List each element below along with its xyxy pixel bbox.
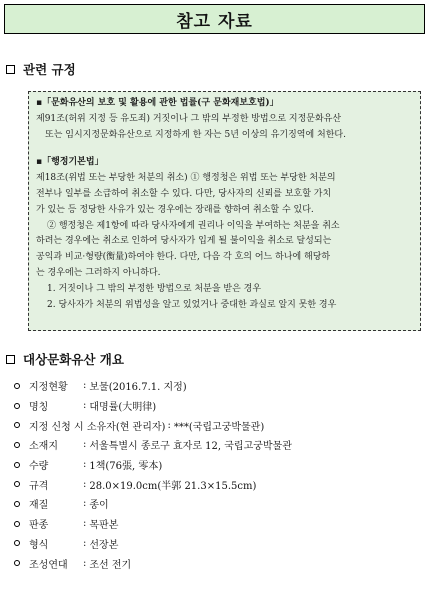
- checkbox-square-icon: [6, 65, 15, 74]
- item-label: 형식: [29, 539, 49, 551]
- list-item: 형식 : 선장본: [14, 534, 426, 554]
- law-line: 공익과 비교·형량(衡量)하여야 한다. 다만, 다음 각 호의 어느 하나에 해당하: [36, 252, 331, 263]
- law-line: 가 있는 등 정당한 사유가 있는 경우에는 장래를 향하여 취소할 수 있다.: [36, 204, 314, 215]
- law-title: ▪「문화유산의 보호 및 활용에 관한 법률(구 문화재보호법)」: [36, 98, 279, 108]
- hollow-circle-bullet-icon: [14, 462, 20, 468]
- hollow-circle-bullet-icon: [14, 442, 20, 448]
- hollow-circle-bullet-icon: [14, 521, 20, 527]
- item-value: 대명률(大明律): [89, 402, 157, 414]
- hollow-circle-bullet-icon: [14, 422, 20, 428]
- list-item: 재질 : 종이: [14, 494, 426, 514]
- hollow-circle-bullet-icon: [14, 383, 20, 389]
- section-related-rules: [6, 60, 76, 78]
- item-value: 보물(2016.7.1. 지정): [89, 382, 187, 394]
- item-value: ***(국립고궁박물관): [173, 421, 265, 433]
- list-item: 지정 신청 시 소유자(현 관리자) : ***(국립고궁박물관): [14, 415, 426, 435]
- list-item: 규격 : 28.0×19.0cm(半郭 21.3×15.5cm): [14, 474, 426, 494]
- hollow-circle-bullet-icon: [14, 403, 20, 409]
- item-label: 판종: [29, 520, 49, 532]
- hollow-circle-bullet-icon: [14, 540, 20, 546]
- item-value: 조선 전기: [89, 559, 132, 571]
- item-value: 서울특별시 종로구 효자로 12, 국립고궁박물관: [89, 441, 292, 453]
- law-line: 1. 거짓이나 그 밖의 부정한 방법으로 처분을 받은 경우: [47, 283, 262, 294]
- list-item: 지정현황 : 보물(2016.7.1. 지정): [14, 376, 426, 396]
- item-label: 지정 신청 시 소유자(현 관리자): [29, 421, 166, 433]
- item-label: 소재지: [29, 441, 58, 453]
- law-line: 제91조(허위 지정 등 유도죄) 거짓이나 그 밖의 부정한 방법으로 지정문화유산: [36, 113, 342, 124]
- list-item: 수량 : 1책(76張, 零本): [14, 455, 426, 475]
- law-line: 전부나 일부를 소급하여 취소할 수 있다. 다만, 당사자의 신뢰를 보호할 가치: [36, 188, 332, 199]
- item-label: 명칭: [29, 402, 49, 414]
- law-line: 하려는 경우에는 취소로 인하여 당사자가 입게 될 불이익을 취소로 달성되는: [36, 236, 332, 247]
- law-title: ▪「행정기본법」: [36, 157, 104, 168]
- list-item: 판종 : 목판본: [14, 514, 426, 534]
- hollow-circle-bullet-icon: [14, 560, 20, 566]
- law-excerpt-box: [28, 91, 421, 331]
- section-title: 관련 규정: [23, 62, 76, 77]
- item-value: 1책(76張, 零本): [89, 461, 163, 473]
- item-label: 지정현황: [29, 382, 68, 394]
- law-line: 제18조(위법 또는 부당한 처분의 취소) ① 행정청은 위법 또는 부당한 처분의: [36, 173, 336, 184]
- item-value: 28.0×19.0cm(半郭 21.3×15.5cm): [89, 480, 257, 492]
- list-item: 명칭 : 대명률(大明律): [14, 396, 426, 416]
- item-label: 수량: [29, 461, 49, 473]
- law-line: 는 경우에는 그러하지 아니하다.: [36, 267, 161, 278]
- list-item: 소재지 : 서울특별시 종로구 효자로 12, 국립고궁박물관: [14, 435, 426, 455]
- item-label: 재질: [29, 500, 49, 512]
- title-box: [4, 4, 425, 34]
- item-label: 조성연대: [29, 559, 68, 571]
- law-line: ② 행정청은 제1항에 따라 당사자에게 권리나 이익을 부여하는 처분을 취소: [47, 220, 340, 231]
- section-heritage-overview: [6, 350, 124, 368]
- item-label: 규격: [29, 480, 49, 492]
- checkbox-square-icon: [6, 355, 15, 364]
- list-item: 조성연대 : 조선 전기: [14, 553, 426, 573]
- section-title: 대상문화유산 개요: [23, 352, 124, 367]
- law-line: 또는 임시지정문화유산으로 지정하게 한 자는 5년 이상의 유기징역에 처한다.: [45, 129, 346, 140]
- item-value: 종이: [89, 500, 109, 512]
- law-line: 2. 당사자가 처분의 위법성을 알고 있었거나 중대한 과실로 알지 못한 경우: [47, 299, 337, 310]
- hollow-circle-bullet-icon: [14, 501, 20, 507]
- hollow-circle-bullet-icon: [14, 481, 20, 487]
- item-value: 선장본: [89, 539, 119, 551]
- overview-list: [14, 376, 426, 573]
- page-title: 참고 자료: [176, 11, 253, 32]
- item-value: 목판본: [89, 520, 119, 532]
